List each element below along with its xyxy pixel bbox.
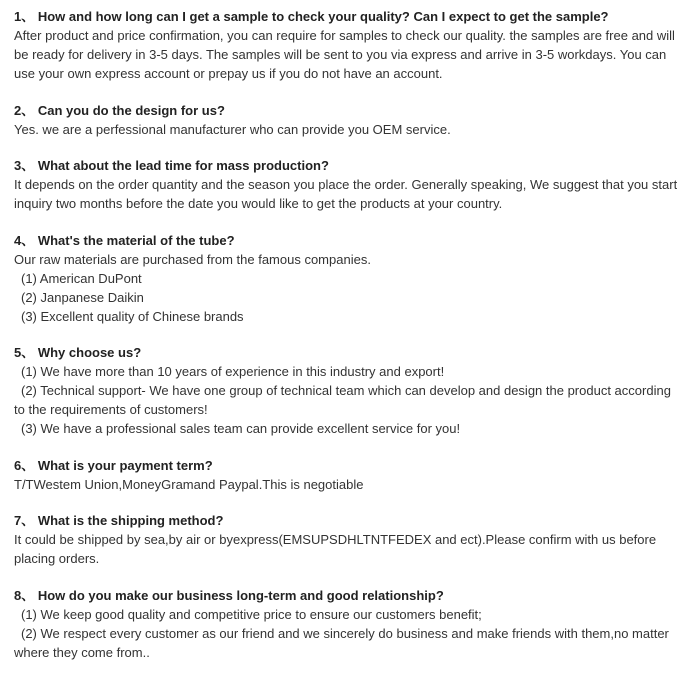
faq-question-8: 8、 How do you make our business long-term and good relationship? — [14, 587, 444, 603]
faq-item-6 — [14, 456, 677, 494]
answer-list-item: (1) We have more than 10 years of experience in this industry and export! — [21, 364, 445, 379]
faq-item-5 — [14, 343, 677, 438]
answer-paragraph: T/TWestem Union,MoneyGramand Paypal.This is negotiable — [14, 476, 364, 492]
answer-paragraph: Yes. we are a perfessional manufacturer who can provide you OEM service. — [14, 121, 451, 137]
faq-answer-3 — [14, 175, 677, 213]
answer-paragraph: It could be shipped by sea,by air or byexpress(EMSUPSDHLTNTFEDEX and ect).Please confirm with us before placing orders. — [14, 532, 657, 566]
faq-question-2: 2、 Can you do the design for us? — [14, 102, 225, 118]
answer-list-item: (2) Technical support- We have one group of technical team which can develop and design the product according to the requirements of customers! — [14, 383, 671, 417]
faq-answer-7 — [14, 530, 677, 568]
faq-answer-5 — [14, 362, 677, 438]
faq-item-3 — [14, 156, 677, 213]
faq-question-5: 5、 Why choose us? — [14, 345, 142, 360]
answer-list-item: (3) Excellent quality of Chinese brands — [21, 308, 244, 324]
faq-question-4: 4、 What's the material of the tube? — [14, 232, 235, 248]
answer-list-item: (1) We keep good quality and competitive price to ensure our customers benefit; — [21, 606, 482, 622]
answer-list-item: (2) Janpanese Daikin — [21, 289, 144, 305]
faq-item-1 — [14, 7, 677, 83]
faq-answer-6 — [14, 475, 677, 494]
faq-item-8 — [14, 586, 677, 662]
faq-item-2 — [14, 101, 677, 139]
answer-list-item: (1) American DuPont — [21, 270, 142, 286]
faq-question-3: 3、 What about the lead time for mass production? — [14, 158, 329, 173]
faq-question-6: 6、 What is your payment term? — [14, 457, 213, 473]
answer-paragraph: After product and price confirmation, you can require for samples to check our quality. the samples are free and will be ready for delivery in 3-5 days. The samples will be sent to you via express and arrive in 3-5 workdays. You can use your own express account or prepay us if you do not have an account. — [14, 28, 675, 81]
faq-answer-2 — [14, 120, 677, 139]
answer-list-item: (2) We respect every customer as our friend and we sincerely do business and make friends with them,no matter where they come from.. — [14, 625, 669, 660]
faq-item-4 — [14, 231, 677, 326]
faq-answer-4 — [14, 250, 677, 326]
answer-paragraph: Our raw materials are purchased from the famous companies. — [14, 251, 371, 267]
faq-question-1: 1、 How and how long can I get a sample to check your quality? Can I expect to get the sample? — [14, 9, 609, 24]
faq-item-7 — [14, 511, 677, 568]
answer-list-item: (3) We have a professional sales team can provide excellent service for you! — [21, 421, 461, 436]
answer-paragraph: It depends on the order quantity and the season you place the order. Generally speaking, We suggest that you start inquiry two months before the date you would like to get the products at your country. — [14, 177, 677, 211]
faq-answer-8 — [14, 605, 677, 662]
faq-answer-1 — [14, 26, 677, 83]
faq-question-7: 7、 What is the shipping method? — [14, 513, 224, 528]
